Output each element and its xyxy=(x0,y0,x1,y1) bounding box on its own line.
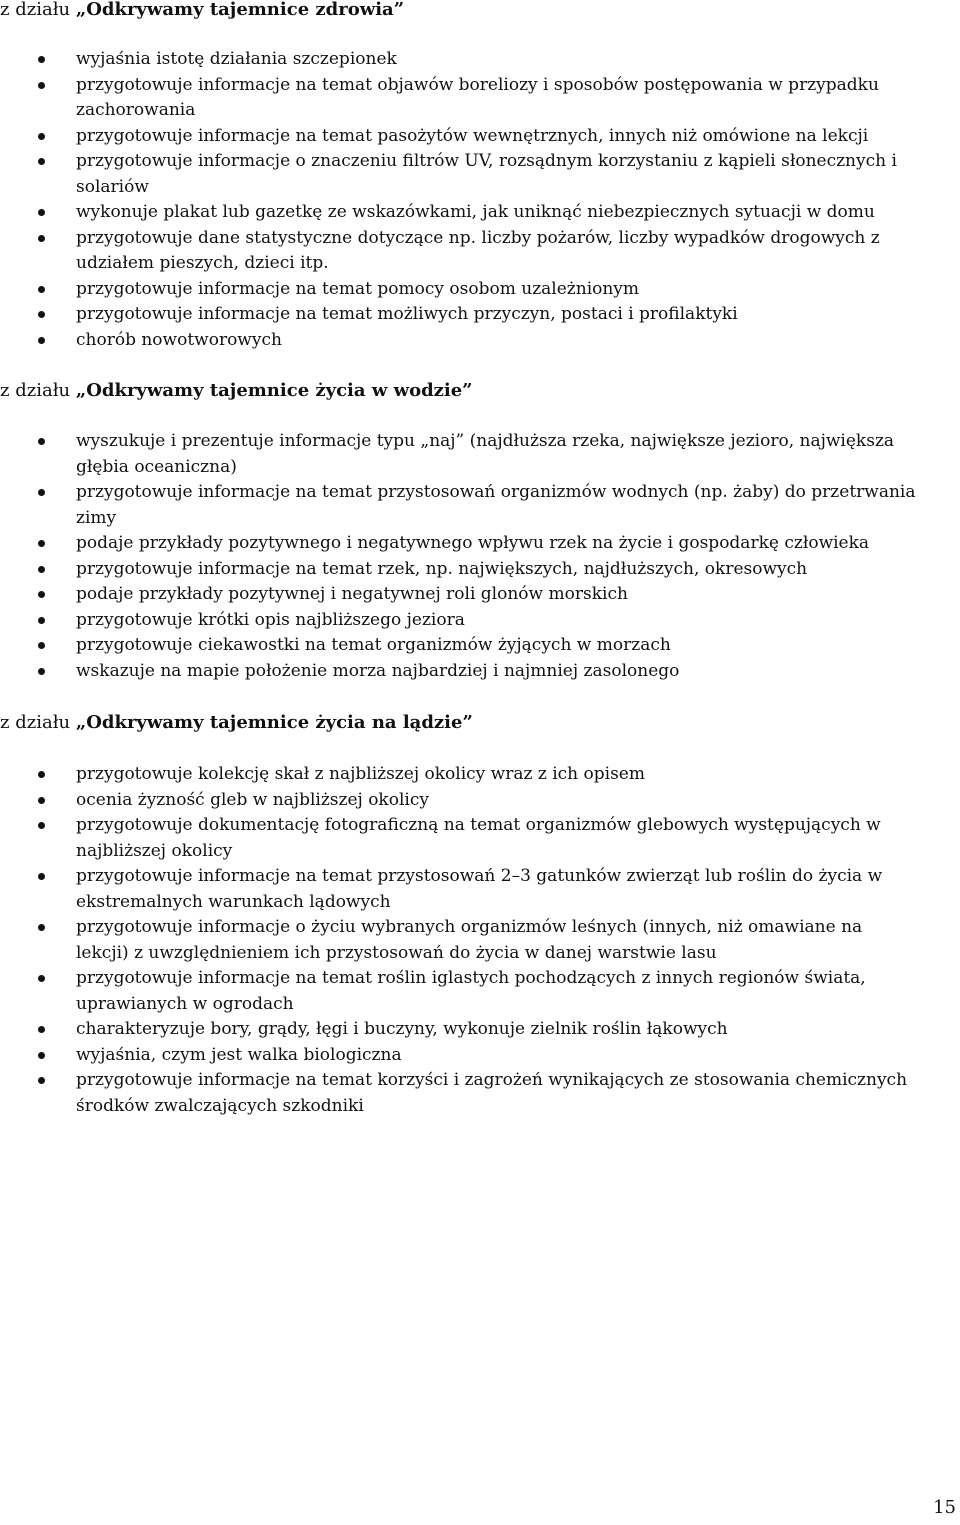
list-item: przygotowuje kolekcję skał z najbliższej okolicy wraz z ich opisem xyxy=(0,762,960,788)
bullet-list-zdrowie xyxy=(0,47,960,353)
bullet-icon xyxy=(38,617,45,624)
bullet-icon xyxy=(38,337,45,344)
list-item: wyszukuje i prezentuje informacje typu „naj” (najdłuższa rzeka, największe jezioro, największa głębia oceaniczna) xyxy=(0,429,960,480)
list-item: przygotowuje informacje na temat przystosowań 2–3 gatunków zwierząt lub roślin do życia w ekstremalnych warunkach lądowych xyxy=(0,864,960,915)
list-item: chorób nowotworowych xyxy=(0,328,960,354)
list-item: przygotowuje dokumentację fotograficzną na temat organizmów glebowych występujących w najbliższej okolicy xyxy=(0,813,960,864)
bullet-list-lad xyxy=(0,762,960,1119)
section-prefix: z działu xyxy=(0,712,76,733)
list-item: wskazuje na mapie położenie morza najbardziej i najmniej zasolonego xyxy=(0,659,960,685)
list-item: charakteryzuje bory, grądy, łęgi i buczyny, wykonuje zielnik roślin łąkowych xyxy=(0,1017,960,1043)
list-item: wykonuje plakat lub gazetkę ze wskazówkami, jak uniknąć niebezpiecznych sytuacji w domu xyxy=(0,200,960,226)
section-heading-lad xyxy=(0,711,473,735)
bullet-icon xyxy=(38,797,45,804)
bullet-icon xyxy=(38,235,45,242)
bullet-icon xyxy=(38,158,45,165)
list-item: wyjaśnia istotę działania szczepionek xyxy=(0,47,960,73)
bullet-icon xyxy=(38,668,45,675)
section-prefix: z działu xyxy=(0,0,76,20)
bullet-list-woda xyxy=(0,429,960,684)
page-number: 15 xyxy=(933,1497,956,1518)
list-item: przygotowuje informacje na temat pomocy osobom uzależnionym xyxy=(0,277,960,303)
list-item: podaje przykłady pozytywnej i negatywnej roli glonów morskich xyxy=(0,582,960,608)
list-item: przygotowuje informacje na temat przystosowań organizmów wodnych (np. żaby) do przetrwania zimy xyxy=(0,480,960,531)
list-item: przygotowuje krótki opis najbliższego jeziora xyxy=(0,608,960,634)
list-item: przygotowuje informacje na temat rzek, np. największych, najdłuższych, okresowych xyxy=(0,557,960,583)
bullet-icon xyxy=(38,286,45,293)
bullet-icon xyxy=(38,873,45,880)
bullet-icon xyxy=(38,1026,45,1033)
bullet-icon xyxy=(38,540,45,547)
list-item: podaje przykłady pozytywnego i negatywnego wpływu rzek na życie i gospodarkę człowieka xyxy=(0,531,960,557)
section-heading-zdrowie xyxy=(0,0,404,22)
section-title: „Odkrywamy tajemnice zdrowia” xyxy=(75,0,405,20)
bullet-icon xyxy=(38,642,45,649)
bullet-icon xyxy=(38,438,45,445)
bullet-icon xyxy=(38,924,45,931)
bullet-icon xyxy=(38,133,45,140)
bullet-icon xyxy=(38,771,45,778)
bullet-icon xyxy=(38,822,45,829)
list-item: przygotowuje informacje o znaczeniu filtrów UV, rozsądnym korzystaniu z kąpieli słonecznych i solariów xyxy=(0,149,960,200)
list-item: przygotowuje dane statystyczne dotyczące np. liczby pożarów, liczby wypadków drogowych z udziałem pieszych, dzieci itp. xyxy=(0,226,960,277)
bullet-icon xyxy=(38,311,45,318)
bullet-icon xyxy=(38,56,45,63)
list-item: przygotowuje informacje o życiu wybranych organizmów leśnych (innych, niż omawiane na lekcji) z uwzględnieniem ich przystosowań do życia w danej warstwie lasu xyxy=(0,915,960,966)
list-item: ocenia żyzność gleb w najbliższej okolicy xyxy=(0,788,960,814)
bullet-icon xyxy=(38,1077,45,1084)
bullet-icon xyxy=(38,82,45,89)
list-item: przygotowuje informacje na temat korzyści i zagrożeń wynikających ze stosowania chemicznych środków zwalczających szkodniki xyxy=(0,1068,960,1119)
list-item: przygotowuje informacje na temat możliwych przyczyn, postaci i profilaktyki xyxy=(0,302,960,328)
bullet-icon xyxy=(38,1052,45,1059)
list-item: przygotowuje informacje na temat roślin iglastych pochodzących z innych regionów świata, uprawianych w ogrodach xyxy=(0,966,960,1017)
bullet-icon xyxy=(38,566,45,573)
list-item: przygotowuje informacje na temat objawów boreliozy i sposobów postępowania w przypadku zachorowania xyxy=(0,73,960,124)
bullet-icon xyxy=(38,591,45,598)
bullet-icon xyxy=(38,489,45,496)
bullet-icon xyxy=(38,975,45,982)
list-item: przygotowuje informacje na temat pasożytów wewnętrznych, innych niż omówione na lekcji xyxy=(0,124,960,150)
section-title: „Odkrywamy tajemnice życia w wodzie” xyxy=(75,380,473,401)
section-prefix: z działu xyxy=(0,380,76,401)
section-heading-woda xyxy=(0,379,473,403)
list-item: przygotowuje ciekawostki na temat organizmów żyjących w morzach xyxy=(0,633,960,659)
section-title: „Odkrywamy tajemnice życia na lądzie” xyxy=(75,712,473,733)
list-item: wyjaśnia, czym jest walka biologiczna xyxy=(0,1043,960,1069)
bullet-icon xyxy=(38,209,45,216)
